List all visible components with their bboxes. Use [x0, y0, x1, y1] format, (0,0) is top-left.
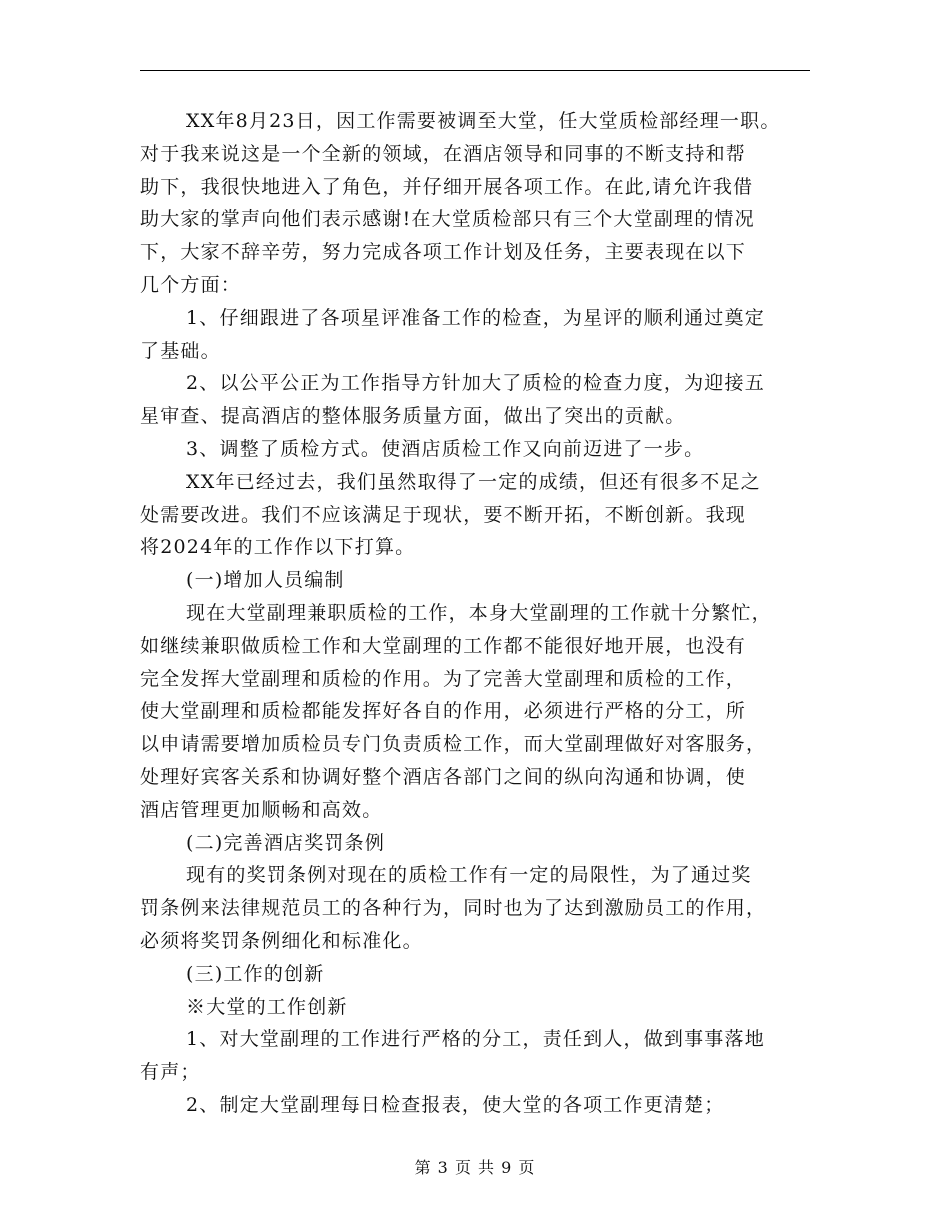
text-line: 3、调整了质检方式。使酒店质检工作又向前迈进了一步。 — [186, 437, 705, 460]
text-line: 罚条例来法律规范员工的各种行为，同时也为了达到激励员工的作用， — [140, 897, 767, 920]
text-line: 酒店管理更加顺畅和高效。 — [140, 798, 383, 821]
section-heading: (三)工作的创新 — [186, 962, 325, 985]
text-line: 1、仔细跟进了各项星评准备工作的检查，为星评的顺利通过奠定 — [186, 306, 765, 329]
text-line: 以申请需要增加质检员专门负责质检工作，而大堂副理做好对客服务， — [140, 733, 767, 756]
text-line: 2、制定大堂副理每日检查报表，使大堂的各项工作更清楚； — [186, 1093, 725, 1116]
text-line: 处需要改进。我们不应该满足于现状，要不断开拓，不断创新。我现 — [140, 503, 747, 526]
text-line: 1、对大堂副理的工作进行严格的分工，责任到人，做到事事落地 — [186, 1028, 765, 1051]
text-line: 将2024年的工作作以下打算。 — [140, 536, 416, 559]
text-line: 如继续兼职做质检工作和大堂副理的工作都不能很好地开展，也没有 — [140, 634, 747, 657]
text-line: XX年已经过去，我们虽然取得了一定的成绩，但还有很多不足之 — [186, 470, 761, 493]
text-line: 使大堂副理和质检都能发挥好各自的作用，必须进行严格的分工，所 — [140, 700, 747, 723]
text-line: 必须将奖罚条例细化和标准化。 — [140, 929, 423, 952]
text-line: 2、以公平公正为工作指导方针加大了质检的检查力度，为迎接五 — [186, 372, 765, 395]
subsection-heading: ※大堂的工作创新 — [186, 995, 348, 1018]
document-body — [140, 105, 810, 1122]
text-line: 现有的奖罚条例对现在的质检工作有一定的局限性，为了通过奖 — [186, 864, 752, 887]
text-line: 助下，我很快地进入了角色，并仔细开展各项工作。在此,请允许我借 — [140, 175, 754, 198]
text-line: 处理好宾客关系和协调好整个酒店各部门之间的纵向沟通和协调，使 — [140, 765, 747, 788]
text-line: 助大家的掌声向他们表示感谢!在大堂质检部只有三个大堂副理的情况 — [140, 208, 755, 231]
text-line: 对于我来说这是一个全新的领域，在酒店领导和同事的不断支持和帮 — [140, 142, 747, 165]
text-line: 下，大家不辞辛劳，努力完成各项工作计划及任务，主要表现在以下 — [140, 241, 747, 264]
header-rule — [140, 70, 810, 71]
text-line: 有声； — [140, 1061, 201, 1084]
section-heading: (二)完善酒店奖罚条例 — [186, 831, 386, 854]
text-line: 现在大堂副理兼职质检的工作，本身大堂副理的工作就十分繁忙， — [186, 601, 772, 624]
section-heading: (一)增加人员编制 — [186, 569, 345, 592]
text-line: 几个方面： — [140, 273, 242, 296]
page-footer: 第 3 页 共 9 页 — [414, 1158, 536, 1177]
text-line: XX年8月23日，因工作需要被调至大堂，任大堂质检部经理一职。 — [186, 110, 781, 132]
text-line: 完全发挥大堂副理和质检的作用。为了完善大堂副理和质检的工作， — [140, 667, 747, 690]
text-line: 了基础。 — [140, 339, 221, 362]
text-line: 星审查、提高酒店的整体服务质量方面，做出了突出的贡献。 — [140, 405, 686, 428]
